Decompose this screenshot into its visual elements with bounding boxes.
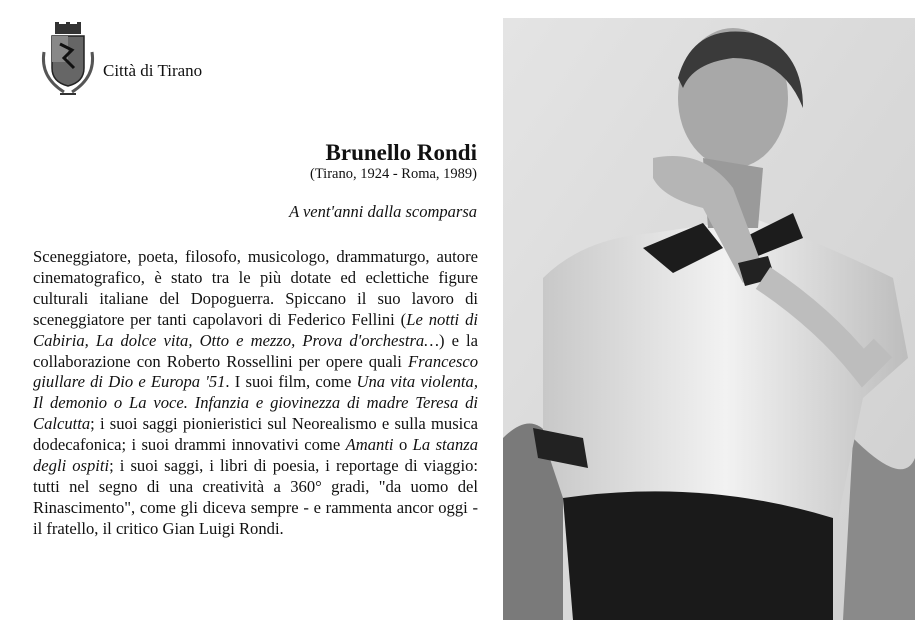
- italic-title-text: Amanti: [345, 435, 394, 455]
- italic-title-text: Le notti di Cabiria, La dolce vita, Otto e mezzo, Prova d'orchestra…: [33, 309, 478, 350]
- italic-title-text: Una vita violenta, Il demonio o La voce. Infanzia e giovinezza di madre Teresa di Calcutta: [33, 372, 478, 434]
- article-title: Brunello Rondi: [325, 140, 477, 165]
- portrait-photo: [503, 18, 915, 620]
- article-body: [33, 247, 478, 540]
- city-name: Città di Tirano: [103, 61, 203, 80]
- italic-title-text: La stanza degli ospiti: [33, 435, 479, 476]
- body-text: ; i suoi saggi, i libri di poesia, i reportage di viaggio: tutti nel segno di una creatività a 360° gradi, "da uomo del Rinascimento", come gli diceva sempre - e rammenta ancor oggi - il fratello, il critico Gian Luigi Rondi.: [33, 456, 479, 538]
- city-coat-of-arms-logo: [38, 22, 98, 98]
- body-text: ; i suoi saggi pionieristici sul Neorealismo e sulla musica dodecafonica; i suoi drammi innovativi come: [33, 414, 478, 455]
- italic-title-text: Francesco giullare di Dio e Europa '51: [33, 351, 478, 392]
- body-text: Sceneggiatore, poeta, filosofo, musicologo, drammaturgo, autore cinematografico, è stato tra le più dotate ed eclettiche figure culturali italiane del Dopoguerra. Spiccano il suo lavoro di sceneggiatore per tanti capolavori di Federico Fellini (: [33, 247, 478, 329]
- article-subtitle: (Tirano, 1924 - Roma, 1989): [309, 166, 477, 182]
- body-text: o: [393, 435, 413, 455]
- body-text: ) e la collaborazione con Roberto Rossellini per opere quali: [33, 330, 478, 371]
- article-tagline: A vent'anni dalla scomparsa: [289, 202, 477, 221]
- body-text: . I suoi film, come: [225, 372, 357, 392]
